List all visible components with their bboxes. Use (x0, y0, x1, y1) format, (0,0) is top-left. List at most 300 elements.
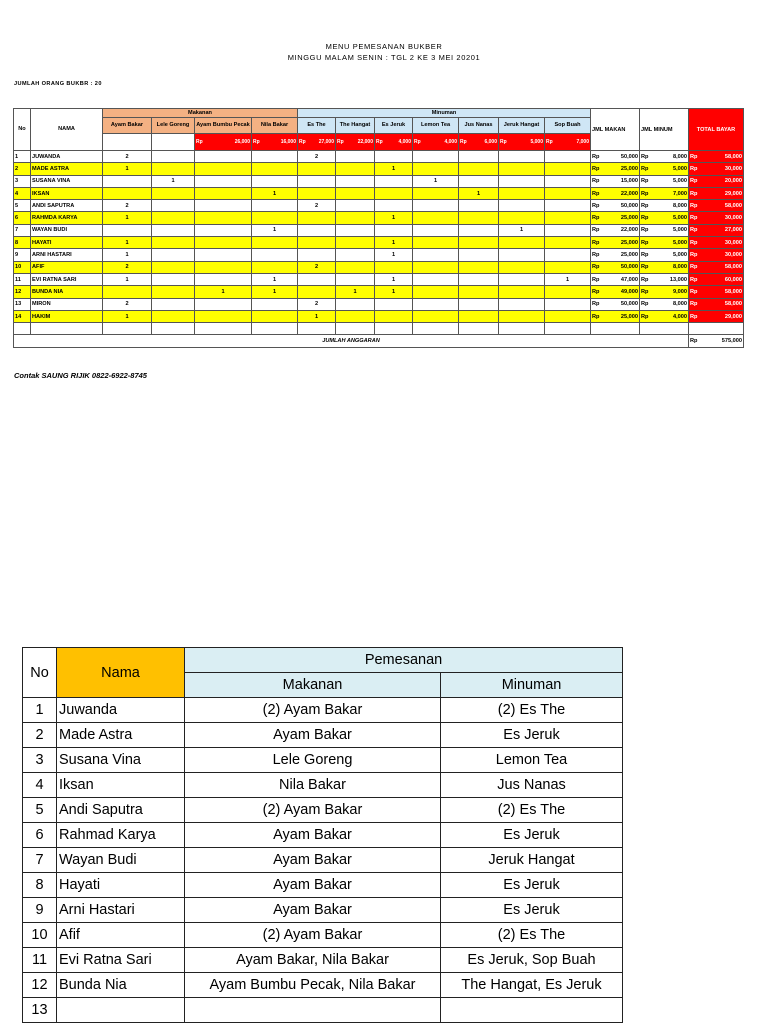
row-no: 11 (14, 273, 31, 285)
row-qty (499, 151, 545, 163)
summary-minuman: Es Jeruk (441, 723, 623, 748)
empty-cell (459, 323, 499, 335)
price-value: 26,000 (234, 139, 250, 145)
row-no: 12 (14, 286, 31, 298)
summary-minuman: Es Jeruk (441, 898, 623, 923)
summary-nama: Bunda Nia (57, 973, 185, 998)
row-amount: 50,000 (620, 264, 638, 271)
row-amount: 58,000 (724, 202, 742, 209)
row-amount: 20,000 (724, 178, 742, 185)
summary-makanan: (2) Ayam Bakar (185, 923, 441, 948)
summary-makanan: Ayam Bakar (185, 898, 441, 923)
table-row (14, 273, 744, 285)
row-qty: 2 (298, 151, 336, 163)
summary-no: 1 (23, 698, 57, 723)
row-qty: 1 (252, 286, 298, 298)
row-currency: Rp (641, 313, 649, 320)
row-qty (375, 200, 413, 212)
row-amount: 25,000 (620, 313, 638, 320)
table-row (14, 212, 744, 224)
row-nama: MIRON (31, 298, 103, 310)
row-jml-minum (640, 200, 689, 212)
row-qty (459, 224, 499, 236)
summary-nama: Iksan (57, 773, 185, 798)
row-qty (499, 261, 545, 273)
row-qty (195, 310, 252, 322)
row-jml-makan (591, 187, 640, 199)
header-item: Jus Nanas (459, 118, 499, 134)
price-cell (413, 134, 459, 151)
summary-header-nama: Nama (57, 648, 185, 698)
row-qty: 2 (103, 261, 152, 273)
row-qty (152, 273, 195, 285)
row-no: 3 (14, 175, 31, 187)
summary-minuman: Lemon Tea (441, 748, 623, 773)
row-total (689, 175, 744, 187)
row-nama: IKSAN (31, 187, 103, 199)
row-qty: 1 (375, 273, 413, 285)
row-currency: Rp (690, 153, 698, 160)
row-qty (336, 212, 375, 224)
row-qty (298, 187, 336, 199)
price-value: 16,000 (280, 139, 296, 145)
empty-cell (103, 323, 152, 335)
row-amount: 4,000 (673, 313, 687, 320)
header-no: No (14, 109, 31, 151)
row-currency: Rp (592, 239, 600, 246)
row-currency: Rp (592, 313, 600, 320)
row-currency: Rp (592, 165, 600, 172)
row-qty (413, 298, 459, 310)
row-qty (195, 273, 252, 285)
summary-minuman: Es Jeruk (441, 823, 623, 848)
row-amount: 27,000 (724, 227, 742, 234)
empty-cell (336, 323, 375, 335)
summary-nama: Hayati (57, 873, 185, 898)
row-qty (545, 261, 591, 273)
row-qty (195, 163, 252, 175)
row-no: 14 (14, 310, 31, 322)
jumlah-anggaran-value (689, 335, 744, 347)
row-qty (413, 163, 459, 175)
row-amount: 58,000 (724, 153, 742, 160)
row-qty (375, 175, 413, 187)
row-jml-minum (640, 273, 689, 285)
row-qty (413, 200, 459, 212)
row-jml-makan (591, 151, 640, 163)
table-row (14, 237, 744, 249)
row-total (689, 286, 744, 298)
row-amount: 30,000 (724, 215, 742, 222)
row-qty (499, 273, 545, 285)
row-qty (298, 286, 336, 298)
price-value: 4,000 (444, 139, 457, 145)
row-jml-minum (640, 224, 689, 236)
summary-no: 3 (23, 748, 57, 773)
row-amount: 5,000 (673, 165, 687, 172)
row-amount: 50,000 (620, 202, 638, 209)
empty-cell (640, 323, 689, 335)
row-no: 10 (14, 261, 31, 273)
summary-minuman: (2) Es The (441, 923, 623, 948)
row-amount: 8,000 (673, 153, 687, 160)
summary-makanan: (2) Ayam Bakar (185, 698, 441, 723)
row-qty (413, 249, 459, 261)
row-qty (298, 163, 336, 175)
row-jml-makan (591, 163, 640, 175)
row-nama: EVI RATNA SARI (31, 273, 103, 285)
table-row (14, 261, 744, 273)
header-item: Nila Bakar (252, 118, 298, 134)
row-currency: Rp (641, 301, 649, 308)
row-qty (545, 151, 591, 163)
row-qty (459, 310, 499, 322)
price-currency: Rp (546, 139, 553, 145)
summary-minuman (441, 998, 623, 1023)
row-qty (152, 261, 195, 273)
row-qty (459, 200, 499, 212)
row-jml-minum (640, 286, 689, 298)
row-qty (252, 310, 298, 322)
table-row (23, 798, 623, 823)
row-qty (252, 163, 298, 175)
header-item: Jeruk Hangat (499, 118, 545, 134)
row-qty: 2 (103, 151, 152, 163)
table-row (23, 773, 623, 798)
summary-minuman: Es Jeruk (441, 873, 623, 898)
row-amount: 8,000 (673, 264, 687, 271)
row-currency: Rp (641, 165, 649, 172)
table-row (23, 973, 623, 998)
row-qty (545, 224, 591, 236)
row-qty (499, 310, 545, 322)
jumlah-anggaran-label: JUMLAH ANGGARAN (14, 335, 689, 347)
row-qty (195, 175, 252, 187)
row-total (689, 237, 744, 249)
row-qty (413, 224, 459, 236)
header-jml-minum: JML MINUM (640, 109, 689, 151)
summary-makanan: Ayam Bakar (185, 848, 441, 873)
row-jml-minum (640, 298, 689, 310)
row-amount: 22,000 (620, 190, 638, 197)
row-qty (336, 200, 375, 212)
row-qty (459, 286, 499, 298)
row-amount: 58,000 (724, 288, 742, 295)
empty-cell (591, 323, 640, 335)
header-minuman: Minuman (298, 109, 591, 118)
row-qty (413, 273, 459, 285)
row-nama: HAKIM (31, 310, 103, 322)
price-value: 22,000 (357, 139, 373, 145)
table-row (23, 823, 623, 848)
row-nama: JUWANDA (31, 151, 103, 163)
row-qty (545, 200, 591, 212)
row-qty (152, 249, 195, 261)
row-amount: 29,000 (724, 190, 742, 197)
row-qty (336, 224, 375, 236)
row-currency: Rp (641, 239, 649, 246)
row-amount: 9,000 (673, 288, 687, 295)
empty-cell (152, 323, 195, 335)
row-total (689, 261, 744, 273)
row-qty (375, 298, 413, 310)
summary-header-no: No (23, 648, 57, 698)
row-qty (545, 212, 591, 224)
row-currency: Rp (592, 276, 600, 283)
row-qty (545, 249, 591, 261)
order-spreadsheet (13, 108, 744, 348)
row-qty: 2 (298, 261, 336, 273)
row-no: 6 (14, 212, 31, 224)
row-total (689, 151, 744, 163)
row-currency: Rp (641, 264, 649, 271)
summary-no: 12 (23, 973, 57, 998)
row-currency: Rp (641, 252, 649, 259)
summary-nama: Andi Saputra (57, 798, 185, 823)
row-qty (152, 163, 195, 175)
row-qty (499, 163, 545, 175)
row-qty (152, 298, 195, 310)
price-currency: Rp (414, 139, 421, 145)
empty-cell (689, 323, 744, 335)
summary-table (22, 647, 623, 1023)
summary-table-body (23, 648, 623, 1023)
row-qty (336, 249, 375, 261)
summary-minuman: Jus Nanas (441, 773, 623, 798)
table-row (14, 200, 744, 212)
row-no: 8 (14, 237, 31, 249)
price-currency: Rp (299, 139, 306, 145)
order-spreadsheet-body (14, 109, 744, 348)
row-jml-makan (591, 310, 640, 322)
price-currency: Rp (196, 139, 203, 145)
row-currency: Rp (690, 202, 698, 209)
summary-nama: Made Astra (57, 723, 185, 748)
row-qty (459, 212, 499, 224)
price-currency: Rp (500, 139, 507, 145)
row-amount: 575,000 (721, 338, 742, 345)
row-qty (252, 237, 298, 249)
row-jml-makan (591, 298, 640, 310)
table-row (14, 249, 744, 261)
row-qty (499, 237, 545, 249)
header-nama: NAMA (31, 109, 103, 151)
price-cell (459, 134, 499, 151)
price-cell (298, 134, 336, 151)
summary-no: 11 (23, 948, 57, 973)
table-row (23, 998, 623, 1023)
row-currency: Rp (641, 153, 649, 160)
table-row (23, 923, 623, 948)
row-qty (298, 224, 336, 236)
row-qty (499, 249, 545, 261)
price-cell (545, 134, 591, 151)
row-currency: Rp (690, 301, 698, 308)
row-amount: 49,000 (620, 288, 638, 295)
row-currency: Rp (641, 288, 649, 295)
summary-header-makanan: Makanan (185, 673, 441, 698)
table-row (14, 187, 744, 199)
row-jml-minum (640, 249, 689, 261)
row-amount: 58,000 (724, 264, 742, 271)
table-row (23, 898, 623, 923)
row-qty (459, 298, 499, 310)
price-cell (375, 134, 413, 151)
row-qty: 2 (103, 298, 152, 310)
row-amount: 25,000 (620, 165, 638, 172)
row-qty (195, 151, 252, 163)
row-qty: 1 (375, 249, 413, 261)
row-amount: 47,000 (620, 276, 638, 283)
row-currency: Rp (690, 313, 698, 320)
table-row-empty (14, 323, 744, 335)
empty-cell (31, 323, 103, 335)
summary-makanan: Ayam Bakar, Nila Bakar (185, 948, 441, 973)
row-amount: 30,000 (724, 252, 742, 259)
row-qty (545, 187, 591, 199)
summary-nama: Evi Ratna Sari (57, 948, 185, 973)
row-qty (459, 237, 499, 249)
row-qty: 1 (103, 310, 152, 322)
row-amount: 30,000 (724, 239, 742, 246)
row-qty (298, 249, 336, 261)
header-makanan: Makanan (103, 109, 298, 118)
header-item: Es Jeruk (375, 118, 413, 134)
row-currency: Rp (592, 178, 600, 185)
row-amount: 5,000 (673, 227, 687, 234)
row-no: 13 (14, 298, 31, 310)
table-row (14, 224, 744, 236)
summary-nama (57, 998, 185, 1023)
price-value: 5,000 (530, 139, 543, 145)
row-qty: 1 (103, 249, 152, 261)
row-qty: 2 (103, 200, 152, 212)
row-currency: Rp (592, 190, 600, 197)
row-qty (195, 237, 252, 249)
empty-cell (545, 323, 591, 335)
row-qty (545, 237, 591, 249)
header-item: The Hangat (336, 118, 375, 134)
summary-nama: Wayan Budi (57, 848, 185, 873)
summary-nama: Juwanda (57, 698, 185, 723)
summary-no: 8 (23, 873, 57, 898)
title-line-1: MENU PEMESANAN BUKBER (325, 42, 443, 51)
row-nama: MADE ASTRA (31, 163, 103, 175)
row-qty: 1 (252, 224, 298, 236)
price-currency: Rp (253, 139, 260, 145)
row-currency: Rp (641, 178, 649, 185)
summary-makanan: Ayam Bakar (185, 823, 441, 848)
row-jml-minum (640, 237, 689, 249)
header-total-bayar: TOTAL BAYAR (689, 109, 744, 151)
price-value: 6,000 (484, 139, 497, 145)
summary-no: 2 (23, 723, 57, 748)
row-qty: 1 (103, 212, 152, 224)
row-currency: Rp (592, 288, 600, 295)
summary-makanan: (2) Ayam Bakar (185, 798, 441, 823)
header-item: Lele Goreng (152, 118, 195, 134)
summary-nama: Susana Vina (57, 748, 185, 773)
row-qty (413, 187, 459, 199)
summary-nama: Rahmad Karya (57, 823, 185, 848)
row-qty (336, 163, 375, 175)
row-jml-minum (640, 175, 689, 187)
row-qty (103, 187, 152, 199)
row-jml-makan (591, 249, 640, 261)
row-currency: Rp (690, 165, 698, 172)
row-jml-makan (591, 224, 640, 236)
row-qty: 1 (375, 163, 413, 175)
row-qty (413, 286, 459, 298)
summary-nama: Arni Hastari (57, 898, 185, 923)
row-qty (152, 200, 195, 212)
table-row (14, 298, 744, 310)
summary-header-pemesanan: Pemesanan (185, 648, 623, 673)
summary-minuman: The Hangat, Es Jeruk (441, 973, 623, 998)
row-qty (375, 224, 413, 236)
row-qty: 1 (103, 237, 152, 249)
title-line-2: MINGGU MALAM SENIN : TGL 2 KE 3 MEI 20201 (287, 53, 481, 62)
empty-cell (298, 323, 336, 335)
row-qty (545, 310, 591, 322)
summary-minuman: Es Jeruk, Sop Buah (441, 948, 623, 973)
row-currency: Rp (641, 190, 649, 197)
row-currency: Rp (690, 190, 698, 197)
row-qty (103, 286, 152, 298)
row-qty (413, 261, 459, 273)
row-amount: 29,000 (724, 313, 742, 320)
summary-no: 13 (23, 998, 57, 1023)
header-item: Ayam Bakar (103, 118, 152, 134)
row-qty (545, 175, 591, 187)
row-qty: 1 (459, 187, 499, 199)
row-qty (298, 175, 336, 187)
summary-minuman: (2) Es The (441, 798, 623, 823)
table-row (14, 310, 744, 322)
row-jml-makan (591, 200, 640, 212)
row-qty (499, 286, 545, 298)
header-jml-makan: JML MAKAN (591, 109, 640, 151)
row-currency: Rp (641, 215, 649, 222)
price-currency: Rp (460, 139, 467, 145)
row-qty (298, 237, 336, 249)
row-qty (298, 273, 336, 285)
table-row (14, 163, 744, 175)
row-qty (375, 151, 413, 163)
row-qty (459, 249, 499, 261)
row-amount: 5,000 (673, 239, 687, 246)
row-currency: Rp (592, 301, 600, 308)
row-no: 7 (14, 224, 31, 236)
empty-cell (413, 323, 459, 335)
row-qty (336, 187, 375, 199)
summary-nama: Afif (57, 923, 185, 948)
empty-cell (252, 323, 298, 335)
row-amount: 22,000 (620, 227, 638, 234)
row-qty: 1 (195, 286, 252, 298)
row-qty (499, 175, 545, 187)
row-currency: Rp (690, 288, 698, 295)
row-qty (103, 224, 152, 236)
table-row (14, 175, 744, 187)
row-qty (152, 151, 195, 163)
empty-cell (499, 323, 545, 335)
row-no: 5 (14, 200, 31, 212)
row-total (689, 298, 744, 310)
row-qty (298, 212, 336, 224)
table-row (23, 948, 623, 973)
sheet-title (0, 41, 768, 63)
